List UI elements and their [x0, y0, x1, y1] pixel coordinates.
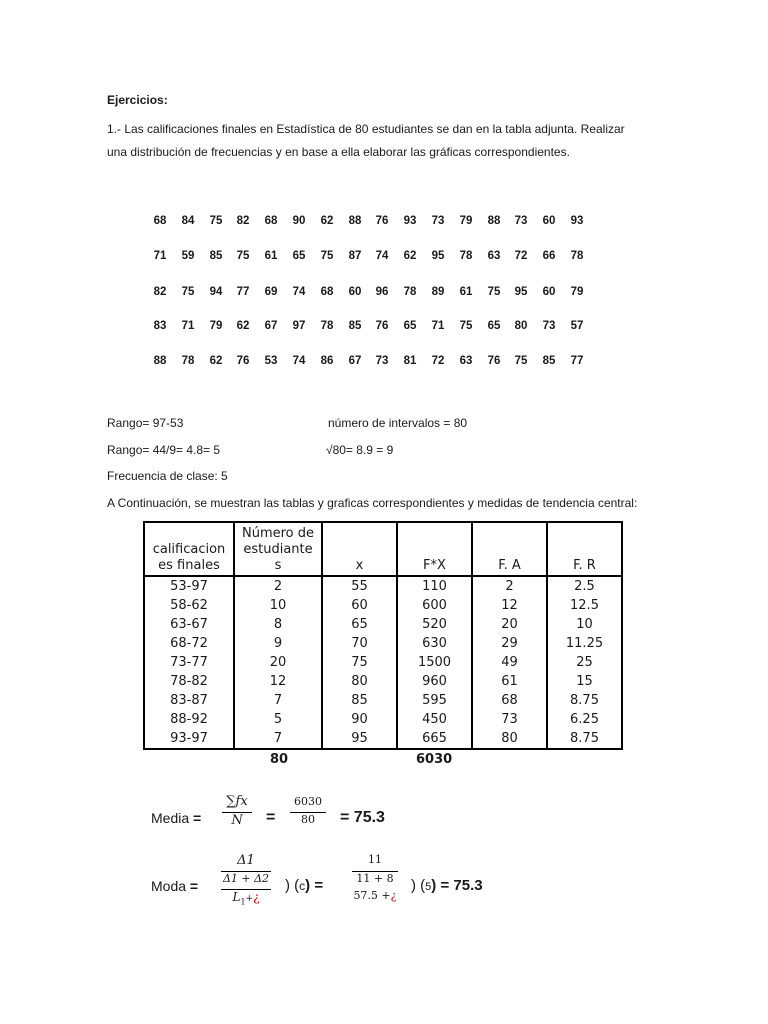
table-cell: 75: [322, 653, 397, 672]
raw-data-value: 65: [292, 250, 306, 262]
intro-line-1: 1.- Las calificaciones finales en Estadística de 80 estudiantes se dan en la tabla adjunta. Realizar: [107, 122, 625, 136]
table-header-cell: F. R: [547, 522, 622, 576]
raw-data-value: 94: [209, 286, 223, 298]
raw-data-value: 75: [487, 286, 501, 298]
table-cell: 63-67: [144, 615, 234, 634]
total-fx: 6030: [416, 752, 453, 767]
table-cell: 80: [472, 729, 547, 749]
table-row: [144, 691, 622, 710]
raw-data-value: 68: [320, 286, 334, 298]
raw-data-value: 80: [514, 320, 528, 332]
raw-data-value: 78: [570, 250, 584, 262]
raw-data-value: 97: [292, 320, 306, 332]
total-students: 80: [270, 752, 289, 767]
table-cell: 70: [322, 634, 397, 653]
raw-data-value: 75: [181, 286, 195, 298]
raw-data-value: 77: [236, 286, 250, 298]
raw-data-value: 62: [403, 250, 417, 262]
table-cell: 85: [322, 691, 397, 710]
table-header-cell: calificacion es finales: [144, 522, 234, 576]
table-cell: 73: [472, 710, 547, 729]
moda-l1-term: $L_1+¿$: [221, 889, 271, 908]
table-row: [144, 576, 622, 596]
raw-data-value: 66: [542, 250, 556, 262]
rango-line-2: Rango= 44/9= 4.8= 5: [107, 443, 221, 457]
raw-data-value: 93: [403, 215, 417, 227]
raw-data-value: 60: [542, 215, 556, 227]
table-header-cell: F. A: [472, 522, 547, 576]
moda-paren-c: ) (c) =: [285, 877, 324, 894]
raw-data-value: 73: [514, 215, 528, 227]
moda-fraction-numeric: [352, 853, 398, 907]
table-cell: 49: [472, 653, 547, 672]
raw-data-value: 90: [292, 215, 306, 227]
table-header-row: [144, 522, 622, 576]
table-row: [144, 634, 622, 653]
raw-data-value: 65: [403, 320, 417, 332]
raw-data-value: 75: [514, 355, 528, 367]
raw-data-value: 87: [348, 250, 362, 262]
raw-data-value: 78: [403, 286, 417, 298]
media-fraction-symbolic: [222, 794, 252, 831]
moda-label: Moda =: [151, 878, 199, 894]
raw-data-value: 93: [570, 215, 584, 227]
table-cell: 10: [547, 615, 622, 634]
table-cell: 58-62: [144, 596, 234, 615]
raw-data-value: 61: [264, 250, 278, 262]
table-cell: 29: [472, 634, 547, 653]
raw-data-value: 53: [264, 355, 278, 367]
raw-data-value: 78: [320, 320, 334, 332]
raw-data-value: 71: [153, 250, 167, 262]
moda-denominator-numeric: 11 + 8: [352, 871, 398, 889]
table-cell: 1500: [397, 653, 472, 672]
table-cell: 78-82: [144, 672, 234, 691]
intervalos-line: número de intervalos = 80: [328, 416, 468, 430]
raw-data-value: 60: [348, 286, 362, 298]
table-cell: 600: [397, 596, 472, 615]
table-cell: 2: [234, 576, 322, 596]
raw-data-value: 74: [292, 355, 306, 367]
raw-data-value: 57: [570, 320, 584, 332]
media-numerator-symbolic: ∑fx: [226, 794, 248, 809]
table-cell: 88-92: [144, 710, 234, 729]
table-row: [144, 710, 622, 729]
raw-data-value: 72: [514, 250, 528, 262]
raw-data-value: 89: [431, 286, 445, 298]
raw-data-value: 78: [181, 355, 195, 367]
media-result: = 75.3: [340, 809, 385, 826]
raw-data-value: 88: [153, 355, 167, 367]
moda-result: ) (5) = 75.3: [411, 877, 483, 894]
table-cell: 520: [397, 615, 472, 634]
raw-data-value: 68: [264, 215, 278, 227]
table-header-cell: Número de estudiante s: [234, 522, 322, 576]
raw-data-value: 77: [570, 355, 584, 367]
raw-data-value: 74: [292, 286, 306, 298]
raiz-line: √80= 8.9 = 9: [326, 443, 394, 457]
table-cell: 73-77: [144, 653, 234, 672]
raw-data-value: 96: [375, 286, 389, 298]
raw-data-value: 71: [181, 320, 195, 332]
raw-data-value: 63: [487, 250, 501, 262]
raw-data-value: 78: [459, 250, 473, 262]
table-cell: 12: [472, 596, 547, 615]
table-cell: 68-72: [144, 634, 234, 653]
raw-data-value: 71: [431, 320, 445, 332]
moda-fraction-symbolic: [221, 853, 271, 908]
table-cell: 10: [234, 596, 322, 615]
raw-data-value: 86: [320, 355, 334, 367]
table-cell: 630: [397, 634, 472, 653]
table-cell: 20: [234, 653, 322, 672]
raw-data-value: 60: [542, 286, 556, 298]
raw-data-value: 85: [348, 320, 362, 332]
table-cell: 6.25: [547, 710, 622, 729]
raw-data-value: 76: [375, 320, 389, 332]
table-cell: 7: [234, 729, 322, 749]
media-denominator-numeric: 80: [290, 812, 326, 830]
raw-data-value: 65: [487, 320, 501, 332]
media-equals: =: [266, 809, 276, 826]
raw-data-value: 79: [570, 286, 584, 298]
raw-data-value: 63: [459, 355, 473, 367]
table-cell: 15: [547, 672, 622, 691]
raw-data-value: 75: [320, 250, 334, 262]
raw-data-value: 82: [236, 215, 250, 227]
raw-data-value: 85: [542, 355, 556, 367]
table-cell: 12.5: [547, 596, 622, 615]
table-cell: 60: [322, 596, 397, 615]
continuacion-line: A Continuación, se muestran las tablas y graficas correspondientes y medidas de tendencia central:: [107, 496, 638, 510]
table-cell: 8.75: [547, 691, 622, 710]
raw-data-value: 79: [209, 320, 223, 332]
table-cell: 20: [472, 615, 547, 634]
media-fraction-numeric: [290, 795, 326, 830]
frequency-table: [143, 521, 623, 750]
table-cell: 9: [234, 634, 322, 653]
media-numerator-numeric: 6030: [294, 795, 322, 808]
table-cell: 960: [397, 672, 472, 691]
raw-data-value: 76: [487, 355, 501, 367]
raw-data-value: 67: [264, 320, 278, 332]
table-cell: 2.5: [547, 576, 622, 596]
raw-data-value: 73: [431, 215, 445, 227]
table-cell: 595: [397, 691, 472, 710]
table-cell: 80: [322, 672, 397, 691]
table-row: [144, 672, 622, 691]
raw-data-value: 88: [487, 215, 501, 227]
moda-delta-sum: Δ1 + Δ2: [221, 871, 271, 889]
raw-data-value: 88: [348, 215, 362, 227]
moda-numerator-numeric: 11: [368, 853, 382, 866]
rango-line-1: Rango= 97-53: [107, 416, 184, 430]
raw-data-value: 82: [153, 286, 167, 298]
raw-data-value: 75: [236, 250, 250, 262]
media-denominator-symbolic: N: [222, 812, 252, 831]
raw-data-value: 59: [181, 250, 195, 262]
raw-data-value: 67: [348, 355, 362, 367]
raw-data-value: 61: [459, 286, 473, 298]
raw-data-value: 76: [375, 215, 389, 227]
raw-data-value: 84: [181, 215, 195, 227]
raw-data-value: 69: [264, 286, 278, 298]
table-header-cell: x: [322, 522, 397, 576]
raw-data-value: 68: [153, 215, 167, 227]
frecuencia-line: Frecuencia de clase: 5: [107, 469, 228, 483]
moda-delta1: Δ1: [237, 853, 255, 868]
table-cell: 90: [322, 710, 397, 729]
table-cell: 93-97: [144, 729, 234, 749]
table-cell: 8: [234, 615, 322, 634]
raw-data-value: 81: [403, 355, 417, 367]
section-heading: Ejercicios:: [107, 93, 168, 107]
raw-data-value: 62: [320, 215, 334, 227]
raw-data-value: 95: [431, 250, 445, 262]
table-cell: 665: [397, 729, 472, 749]
table-cell: 5: [234, 710, 322, 729]
table-cell: 2: [472, 576, 547, 596]
table-row: [144, 729, 622, 749]
table-cell: 110: [397, 576, 472, 596]
table-cell: 68: [472, 691, 547, 710]
raw-data-value: 73: [542, 320, 556, 332]
table-row: [144, 596, 622, 615]
table-cell: 61: [472, 672, 547, 691]
table-cell: 83-87: [144, 691, 234, 710]
raw-data-value: 79: [459, 215, 473, 227]
raw-data-value: 76: [236, 355, 250, 367]
table-cell: 7: [234, 691, 322, 710]
raw-data-value: 83: [153, 320, 167, 332]
table-cell: 450: [397, 710, 472, 729]
intro-line-2: una distribución de frecuencias y en base a ella elaborar las gráficas correspondientes.: [107, 145, 570, 159]
table-cell: 25: [547, 653, 622, 672]
moda-l1-value: 57.5 +¿: [353, 889, 397, 902]
raw-data-value: 62: [236, 320, 250, 332]
media-label: Media =: [151, 810, 202, 826]
table-row: [144, 615, 622, 634]
raw-data-value: 75: [459, 320, 473, 332]
table-cell: 53-97: [144, 576, 234, 596]
table-header-cell: F*X: [397, 522, 472, 576]
raw-data-value: 85: [209, 250, 223, 262]
raw-data-value: 62: [209, 355, 223, 367]
table-cell: 11.25: [547, 634, 622, 653]
raw-data-value: 73: [375, 355, 389, 367]
raw-data-value: 74: [375, 250, 389, 262]
raw-data-value: 95: [514, 286, 528, 298]
table-cell: 65: [322, 615, 397, 634]
table-row: [144, 653, 622, 672]
raw-data-value: 75: [209, 215, 223, 227]
table-cell: 12: [234, 672, 322, 691]
table-cell: 8.75: [547, 729, 622, 749]
table-cell: 95: [322, 729, 397, 749]
table-cell: 55: [322, 576, 397, 596]
raw-data-value: 72: [431, 355, 445, 367]
